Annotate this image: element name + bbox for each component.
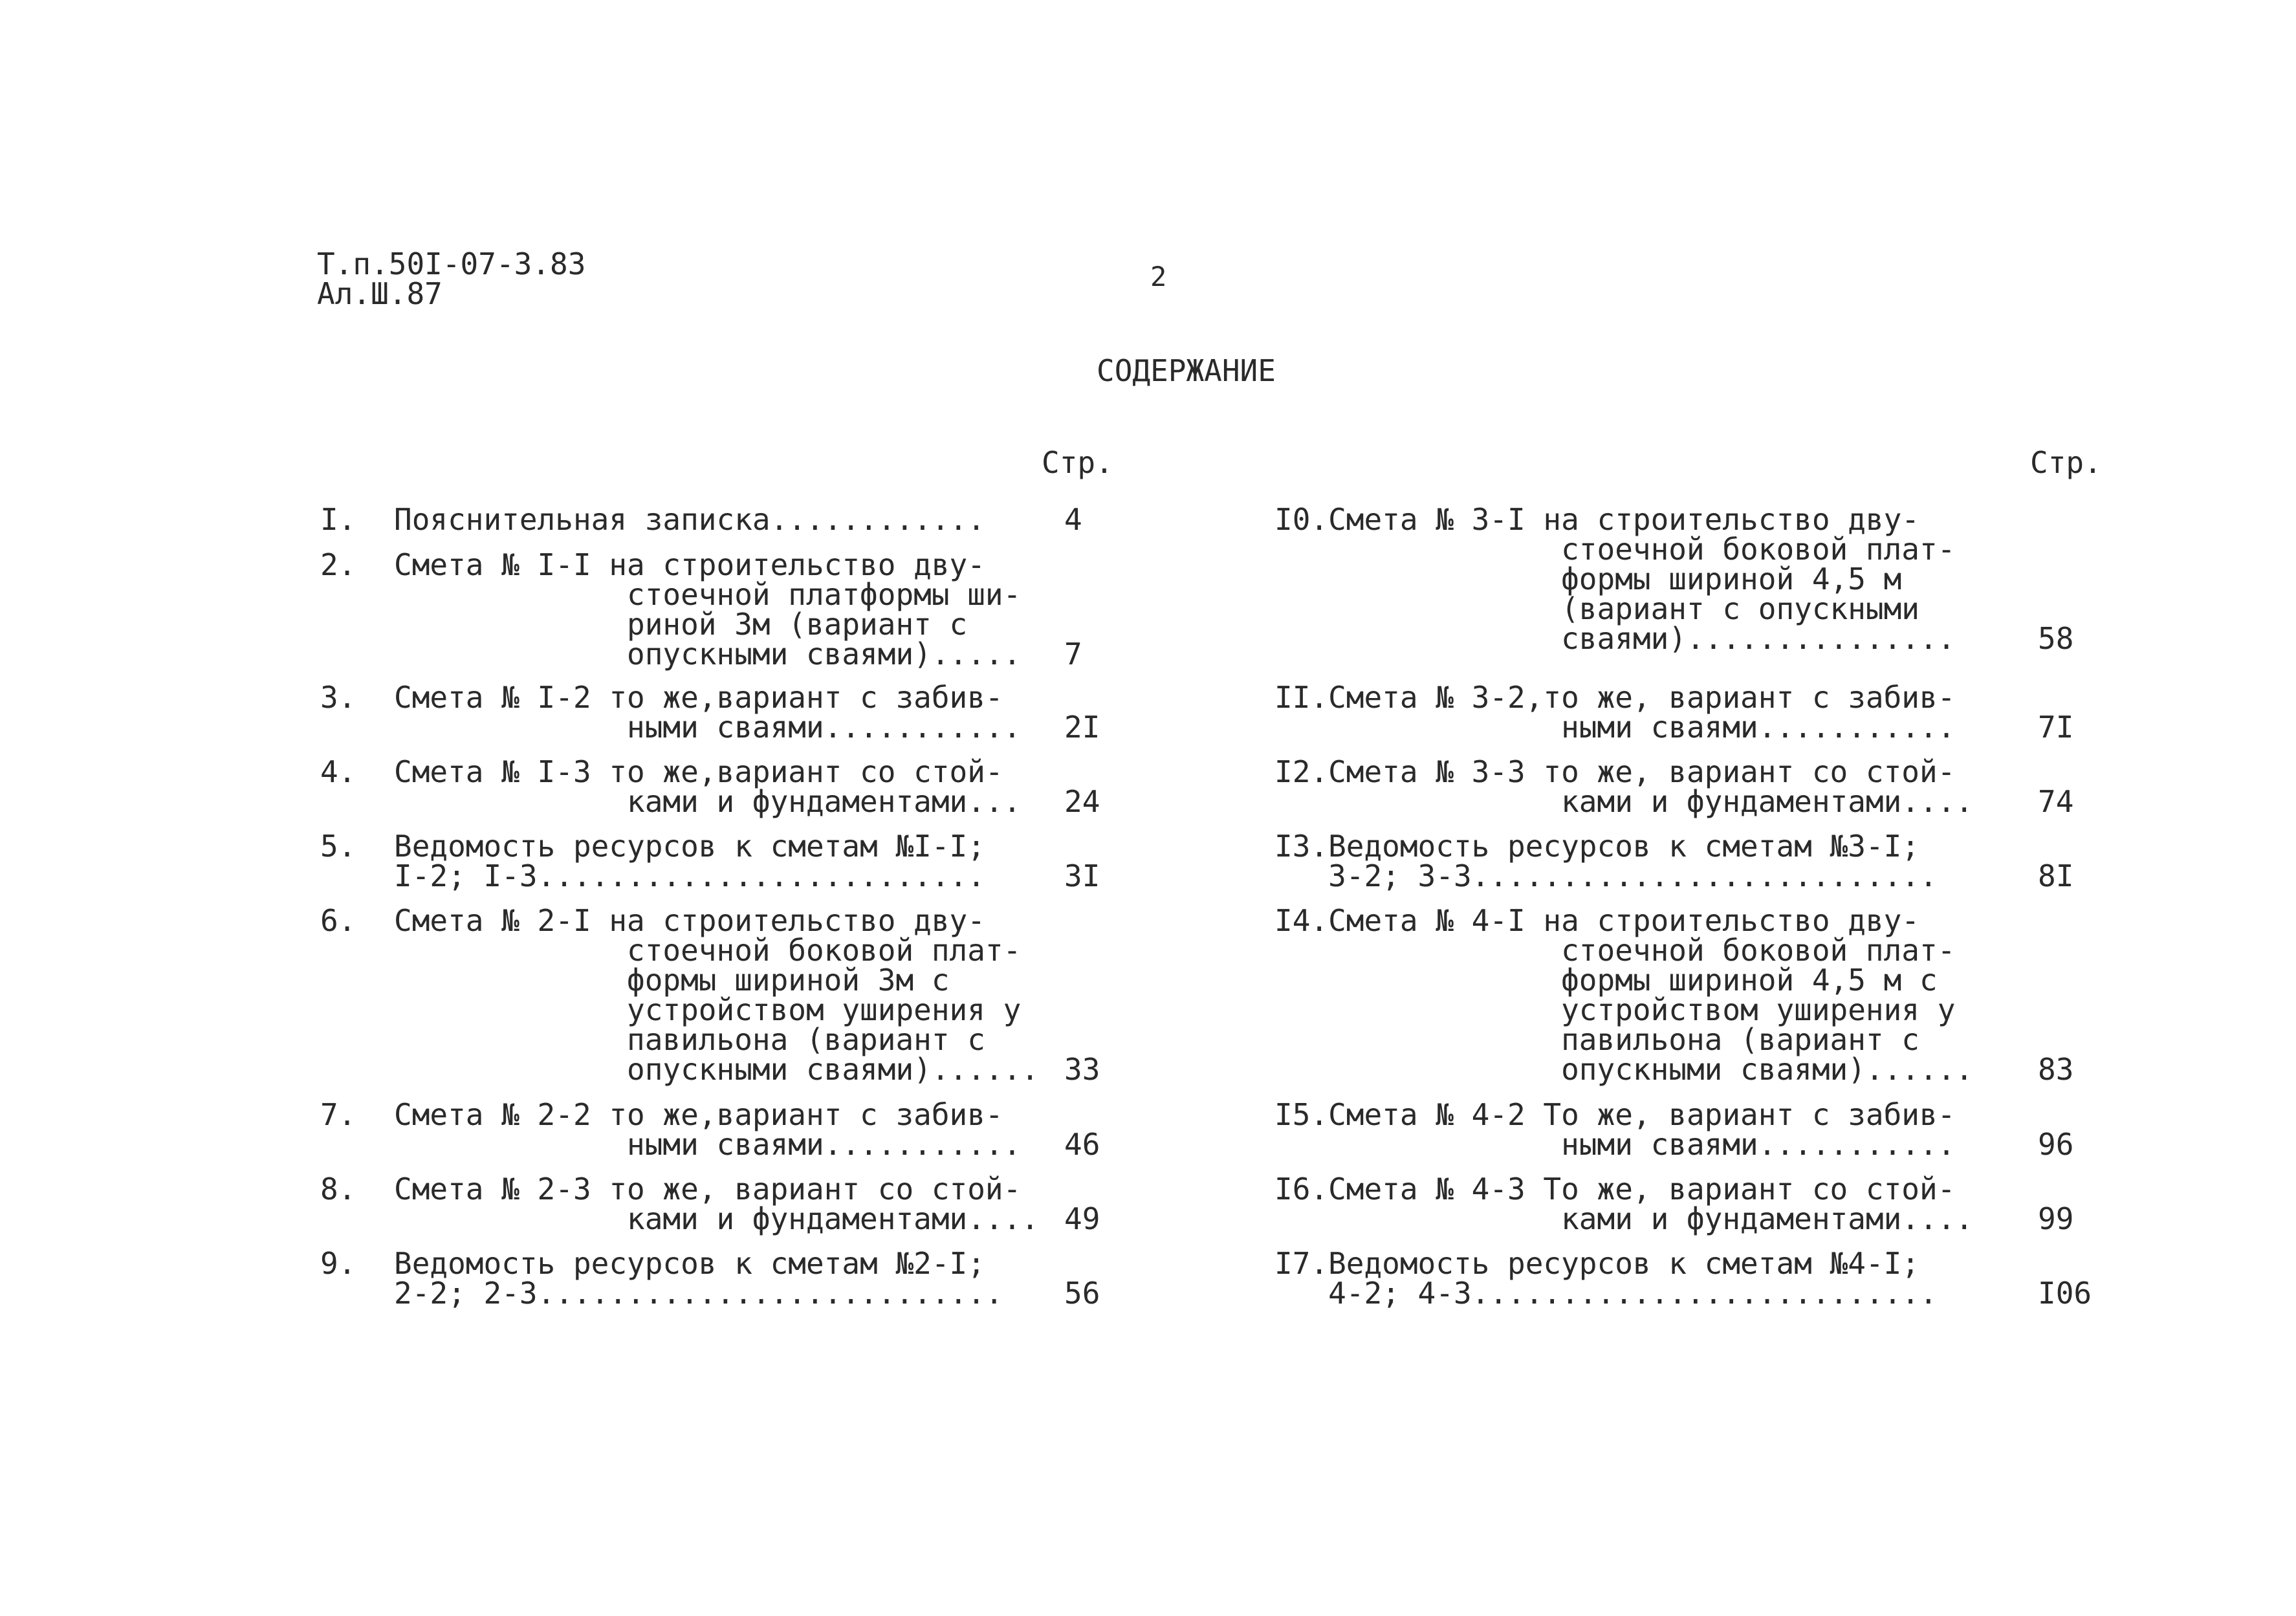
entry-text xyxy=(394,1246,1003,1311)
entry-line: формы шириной 3м с xyxy=(394,963,950,998)
right-toc-entry xyxy=(1274,831,2103,891)
entry-line: ками и фундаментами.... xyxy=(1274,1201,1974,1236)
entry-line: I2.Смета № 3-3 то же, вариант со стой- xyxy=(1274,754,1956,789)
entry-page-number: 58 xyxy=(2038,621,2074,656)
entry-number: 8. xyxy=(320,1172,356,1207)
entry-line: ками и фундаментами.... xyxy=(1274,784,1974,819)
entry-text xyxy=(1274,903,1974,1087)
entry-line: Смета № 2-2 то же,вариант с забив- xyxy=(394,1097,1003,1132)
entry-page-number: 56 xyxy=(1064,1276,1100,1311)
document-code-line-1: Т.п.50I-07-3.83 xyxy=(317,246,586,281)
entry-text xyxy=(394,903,1039,1087)
right-toc-entry xyxy=(1274,754,2103,819)
entry-page-number: 24 xyxy=(1064,784,1100,819)
entry-page-number: 7 xyxy=(1064,637,1082,672)
page-number: 2 xyxy=(1150,261,1167,292)
entry-page-number: 46 xyxy=(1064,1127,1100,1162)
entry-line: I6.Смета № 4-3 То же, вариант со стой- xyxy=(1274,1172,1956,1207)
entry-line: павильона (вариант с xyxy=(394,1022,985,1057)
entry-number: 7. xyxy=(320,1097,356,1132)
right-toc-entry xyxy=(1274,1174,2103,1234)
entry-line: стоечной боковой плат- xyxy=(1274,933,1956,968)
entry-line: Смета № 2-3 то же, вариант со стой- xyxy=(394,1172,1022,1207)
entry-line: стоечной платформы ши- xyxy=(394,577,1022,612)
entry-line: II.Смета № 3-2,то же, вариант с забив- xyxy=(1274,680,1956,715)
entry-line: опускными сваями)...... xyxy=(1274,1052,1974,1087)
entry-number: 2. xyxy=(320,547,356,582)
entry-number: I. xyxy=(320,502,356,537)
entry-line: павильона (вариант с xyxy=(1274,1022,1919,1057)
right-toc-entry xyxy=(1274,502,2103,656)
entry-line: стоечной боковой плат- xyxy=(394,933,1022,968)
entry-line: Смета № I-I на строительство дву- xyxy=(394,547,985,582)
entry-line: Пояснительная записка............ xyxy=(394,502,985,537)
document-title: СОДЕРЖАНИЕ xyxy=(1097,353,1276,388)
entry-line: 3-2; 3-3.......................... xyxy=(1274,858,1938,893)
document-code-line-2: Ал.Ш.87 xyxy=(317,276,443,311)
entry-text xyxy=(1274,502,1956,656)
entry-line: I-2; I-3......................... xyxy=(394,858,985,893)
entry-line: формы шириной 4,5 м с xyxy=(1274,963,1938,998)
entry-page-number: 2I xyxy=(1064,710,1100,745)
entry-line: Ведомость ресурсов к сметам №I-I; xyxy=(394,829,985,864)
entry-text xyxy=(1274,1097,1956,1162)
entry-line: ными сваями........... xyxy=(1274,1127,1956,1162)
entry-line: I3.Ведомость ресурсов к сметам №3-I; xyxy=(1274,829,1919,864)
entry-line: ками и фундаментами.... xyxy=(394,1201,1039,1236)
entry-text xyxy=(394,1174,1039,1234)
entry-line: Смета № I-3 то же,вариант со стой- xyxy=(394,754,1003,789)
entry-line: ками и фундаментами... xyxy=(394,784,1022,819)
entry-text xyxy=(1274,831,1938,891)
entry-text xyxy=(394,754,1022,819)
entry-line: Смета № 2-I на строительство дву- xyxy=(394,903,985,938)
entry-page-number: 3I xyxy=(1064,858,1100,893)
entry-text xyxy=(394,502,985,537)
left-toc-entry xyxy=(320,1246,1148,1311)
entry-page-number: 74 xyxy=(2038,784,2074,819)
entry-number: 9. xyxy=(320,1246,356,1281)
entry-text xyxy=(1274,680,1956,745)
entry-text xyxy=(394,680,1022,745)
entry-line: стоечной боковой плат- xyxy=(1274,532,1956,567)
left-toc-entry xyxy=(320,903,1148,1087)
entry-text xyxy=(394,1097,1022,1162)
entry-page-number: 96 xyxy=(2038,1127,2074,1162)
right-toc-entry xyxy=(1274,1097,2103,1162)
entry-line: устройством уширения у xyxy=(394,992,1022,1027)
entry-line: устройством уширения у xyxy=(1274,992,1956,1027)
left-toc-entry xyxy=(320,1097,1148,1162)
entry-page-number: 99 xyxy=(2038,1201,2074,1236)
entry-text xyxy=(1274,754,1974,819)
entry-line: 4-2; 4-3.......................... xyxy=(1274,1276,1938,1311)
entry-text xyxy=(394,547,1022,672)
left-toc-entry xyxy=(320,680,1148,745)
left-toc-entry xyxy=(320,1174,1148,1234)
entry-page-number: I06 xyxy=(2038,1276,2092,1311)
entry-page-number: 8I xyxy=(2038,858,2074,893)
right-toc-entry xyxy=(1274,680,2103,745)
entry-line: сваями)............... xyxy=(1274,621,1956,656)
entry-page-number: 83 xyxy=(2038,1052,2074,1087)
entry-page-number: 7I xyxy=(2038,710,2074,745)
entry-line: I0.Смета № 3-I на строительство дву- xyxy=(1274,502,1919,537)
right-toc-entry xyxy=(1274,903,2103,1087)
right-column-page-heading: Стр. xyxy=(2030,445,2102,480)
entry-number: 5. xyxy=(320,829,356,864)
entry-line: I7.Ведомость ресурсов к сметам №4-I; xyxy=(1274,1246,1919,1281)
document-code xyxy=(317,246,586,311)
entry-page-number: 49 xyxy=(1064,1201,1100,1236)
entry-line: формы шириной 4,5 м xyxy=(1274,562,1902,596)
entry-line: Смета № I-2 то же,вариант с забив- xyxy=(394,680,1003,715)
entry-page-number: 33 xyxy=(1064,1052,1100,1087)
entry-text xyxy=(1274,1246,1938,1311)
entry-line: 2-2; 2-3.......................... xyxy=(394,1276,1003,1311)
left-column-page-heading: Стр. xyxy=(1042,445,1113,480)
entry-line: I4.Смета № 4-I на строительство дву- xyxy=(1274,903,1919,938)
entry-line: ными сваями........... xyxy=(1274,710,1956,745)
entry-page-number: 4 xyxy=(1064,502,1082,537)
entry-number: 3. xyxy=(320,680,356,715)
left-toc-entry xyxy=(320,547,1148,672)
entry-line: (вариант с опускными xyxy=(1274,591,1919,626)
entry-line: ными сваями........... xyxy=(394,710,1022,745)
entry-line: опускными сваями)..... xyxy=(394,637,1022,672)
entry-number: 6. xyxy=(320,903,356,938)
entry-text xyxy=(1274,1174,1973,1234)
entry-number: 4. xyxy=(320,754,356,789)
right-toc-entry xyxy=(1274,1246,2103,1311)
entry-line: Ведомость ресурсов к сметам №2-I; xyxy=(394,1246,985,1281)
entry-line: опускными сваями)...... xyxy=(394,1052,1039,1087)
entry-line: ными сваями........... xyxy=(394,1127,1022,1162)
left-toc-entry xyxy=(320,831,1148,891)
entry-line: I5.Смета № 4-2 То же, вариант с забив- xyxy=(1274,1097,1956,1132)
entry-line: риной 3м (вариант с xyxy=(394,607,968,642)
left-toc-entry xyxy=(320,754,1148,819)
entry-text xyxy=(394,831,985,891)
left-toc-entry xyxy=(320,502,1148,537)
